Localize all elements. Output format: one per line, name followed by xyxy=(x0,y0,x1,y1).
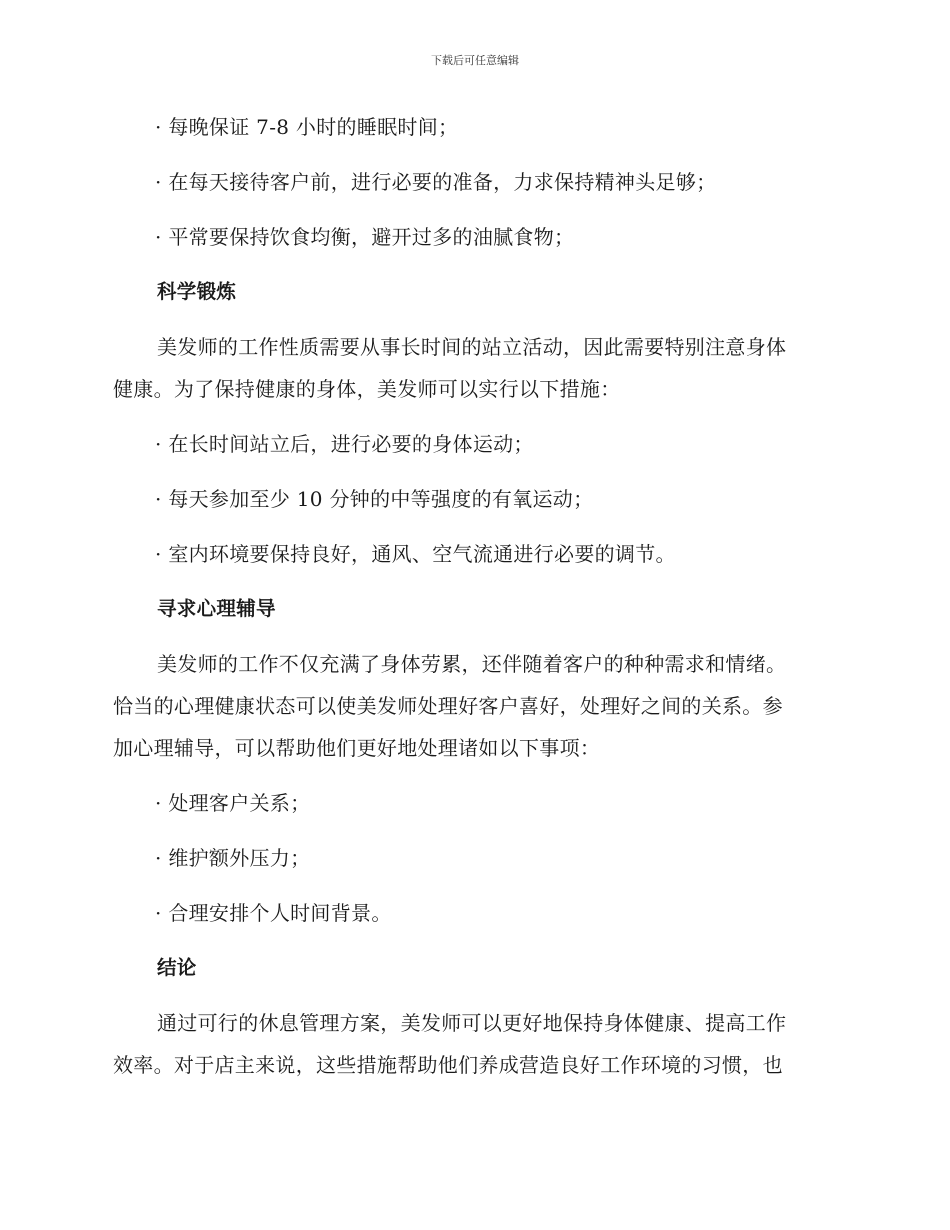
list-item-aerobic-exercise: · 每天参加至少 10 分钟的中等强度的有氧运动； xyxy=(155,487,594,511)
paragraph-counseling-line-3: 加心理辅导，可以帮助他们更好地处理诸如以下事项： xyxy=(113,736,601,760)
page-header: 下载后可任意编辑 xyxy=(431,54,519,67)
list-item-extra-pressure: · 维护额外压力； xyxy=(155,846,311,870)
list-item-balanced-diet: · 平常要保持饮食均衡，避开过多的油腻食物； xyxy=(155,225,575,249)
paragraph-exercise-line-2: 健康。为了保持健康的身体，美发师可以实行以下措施： xyxy=(113,377,621,401)
paragraph-counseling-line-1: 美发师的工作不仅充满了身体劳累，还伴随着客户的种种需求和情绪。 xyxy=(157,652,787,676)
paragraph-conclusion-line-1: 通过可行的休息管理方案，美发师可以更好地保持身体健康、提高工作 xyxy=(157,1011,787,1035)
paragraph-conclusion-line-2: 效率。对于店主来说，这些措施帮助他们养成营造良好工作环境的习惯，也 xyxy=(113,1053,783,1077)
list-item-client-relations: · 处理客户关系； xyxy=(155,791,311,815)
section-heading-counseling: 寻求心理辅导 xyxy=(157,597,276,620)
list-item-ventilation: · 室内环境要保持良好，通风、空气流通进行必要的调节。 xyxy=(155,542,676,566)
list-item-prepare-before-clients: · 在每天接待客户前，进行必要的准备，力求保持精神头足够； xyxy=(155,170,717,194)
section-heading-conclusion: 结论 xyxy=(157,956,197,979)
list-item-sleep-hours: · 每晚保证 7-8 小时的睡眠时间； xyxy=(155,115,459,139)
list-item-time-arrangement: · 合理安排个人时间背景。 xyxy=(155,901,392,925)
paragraph-counseling-line-2: 恰当的心理健康状态可以使美发师处理好客户喜好，处理好之间的关系。参 xyxy=(113,694,783,718)
list-item-body-exercise: · 在长时间站立后，进行必要的身体运动； xyxy=(155,432,534,456)
section-heading-exercise: 科学锻炼 xyxy=(157,280,237,303)
paragraph-exercise-line-1: 美发师的工作性质需要从事长时间的站立活动，因此需要特别注意身体 xyxy=(157,335,787,359)
